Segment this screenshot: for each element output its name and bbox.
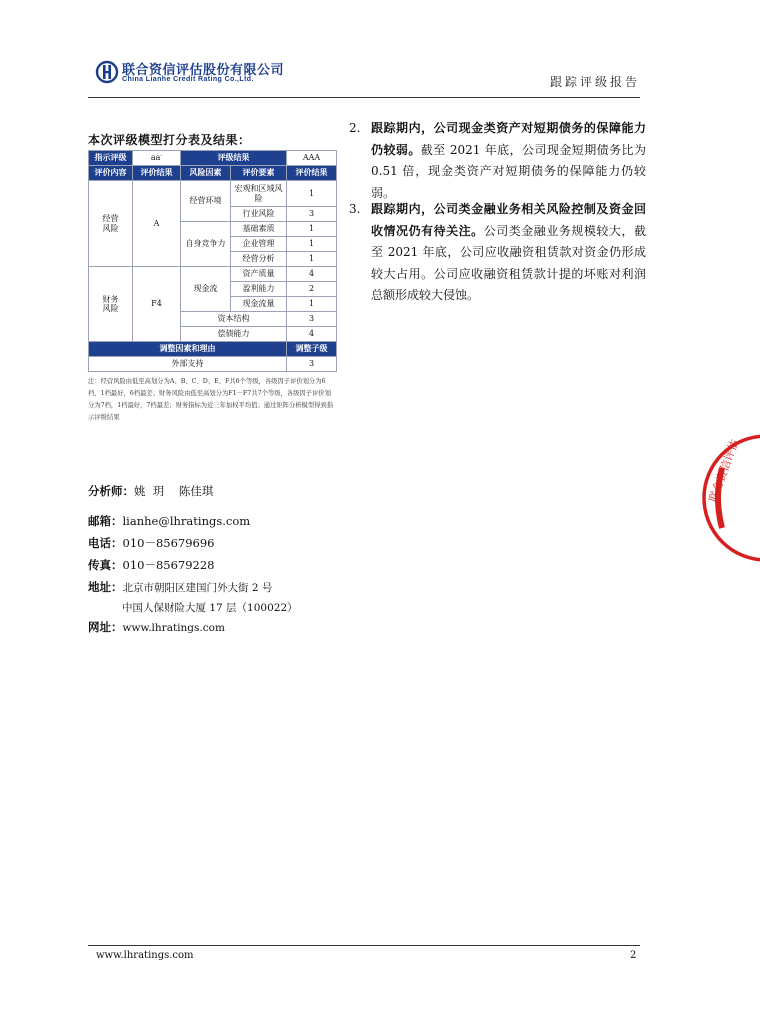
profitability: 盈利能力 bbox=[231, 282, 287, 297]
phone-label: 电话： bbox=[88, 536, 123, 550]
cash-flow-amount: 现金流量 bbox=[231, 297, 287, 312]
cash-flow-label: 现金流 bbox=[181, 267, 231, 312]
table-row bbox=[89, 267, 337, 282]
asset-quality: 资产质量 bbox=[231, 267, 287, 282]
website-line bbox=[88, 619, 225, 635]
phone-line bbox=[88, 535, 214, 551]
management: 企业管理 bbox=[231, 237, 287, 252]
table-row bbox=[89, 181, 337, 207]
list-item-heading: 跟踪期内，公司类金融业务相关风险控制及资金回收情况仍有待关注。 bbox=[371, 202, 646, 238]
list-item-text: 公司类金融业务规模较大，截至 2021 年底，公司应收融资租赁款对资金仍形成较大占用。公司应收融资租赁款计提的坏账对利润总额形成较大侵蚀。 bbox=[371, 223, 646, 303]
list-item-number: 2. bbox=[349, 121, 361, 135]
column-header: 评价结果 bbox=[133, 166, 181, 181]
asset-quality-score: 4 bbox=[287, 267, 337, 282]
website-label: 网址： bbox=[88, 620, 123, 634]
rating-result-label: 评级结果 bbox=[181, 151, 287, 166]
address-line bbox=[88, 579, 272, 595]
email-label: 邮箱： bbox=[88, 514, 123, 528]
macro-risk-score: 1 bbox=[287, 181, 337, 207]
report-type: 跟踪评级报告 bbox=[549, 75, 640, 89]
company-seal-icon bbox=[700, 408, 760, 588]
website-value[interactable]: www.lhratings.com bbox=[122, 622, 225, 634]
table-title: 本次评级模型打分表及结果： bbox=[88, 133, 251, 147]
fax-value: 010－85679228 bbox=[122, 558, 215, 572]
competitiveness-label: 自身竞争力 bbox=[181, 222, 231, 267]
table-header-row bbox=[89, 166, 337, 181]
profitability-score: 2 bbox=[287, 282, 337, 297]
svg-text:联合资信评估: 联合资信评估 bbox=[706, 437, 742, 505]
operation-analysis-score: 1 bbox=[287, 252, 337, 267]
rating-score-table bbox=[88, 150, 337, 372]
external-support-notch: 3 bbox=[287, 357, 337, 372]
capital-structure: 资本结构 bbox=[181, 312, 287, 327]
indicative-rating-value: aa- bbox=[133, 151, 181, 166]
address-value-2: 中国人保财险大厦 17 层（100022） bbox=[122, 602, 298, 614]
company-name-cn: 联合资信评估股份有限公司 bbox=[122, 63, 285, 78]
footer-url[interactable]: www.lhratings.com bbox=[96, 950, 194, 961]
operating-env-label: 经营环境 bbox=[181, 181, 231, 222]
table-row bbox=[89, 357, 337, 372]
financial-risk-result: F4 bbox=[133, 267, 181, 342]
capital-structure-score: 3 bbox=[287, 312, 337, 327]
analysts-label: 分析师： bbox=[88, 484, 134, 498]
rating-result-value: AAA bbox=[287, 151, 337, 166]
company-name-en: China Lianhe Credit Rating Co.,Ltd. bbox=[122, 76, 254, 83]
fax-line bbox=[88, 557, 214, 573]
email-line bbox=[88, 513, 250, 529]
address-label: 地址： bbox=[88, 580, 123, 594]
address-value-1: 北京市朝阳区建国门外大街 2 号 bbox=[122, 582, 273, 594]
business-risk-result: A bbox=[133, 181, 181, 267]
phone-value: 010－85679696 bbox=[122, 536, 215, 550]
column-header: 评价要素 bbox=[231, 166, 287, 181]
list-item-heading: 跟踪期内，公司现金类资产对短期债务的保障能力仍较弱。 bbox=[371, 121, 646, 157]
cash-flow-amount-score: 1 bbox=[287, 297, 337, 312]
header-divider bbox=[88, 97, 640, 98]
industry-risk-score: 3 bbox=[287, 207, 337, 222]
analysts-line bbox=[88, 483, 213, 499]
column-header: 风险因素 bbox=[181, 166, 231, 181]
analysts-names: 姚 玥 陈佳琪 bbox=[134, 484, 214, 498]
financial-risk-label: 财务 风险 bbox=[89, 267, 133, 342]
footer-divider bbox=[88, 945, 640, 946]
adjust-factor-header: 调整因素和理由 bbox=[89, 342, 287, 357]
page-number: 2 bbox=[630, 950, 637, 961]
industry-risk: 行业风险 bbox=[231, 207, 287, 222]
fax-label: 传真： bbox=[88, 558, 123, 572]
table-header-row bbox=[89, 342, 337, 357]
solvency-score: 4 bbox=[287, 327, 337, 342]
column-header: 评价结果 bbox=[287, 166, 337, 181]
list-item bbox=[349, 199, 646, 307]
email-value[interactable]: lianhe@lhratings.com bbox=[122, 514, 251, 528]
indicative-rating-label: 指示评级 bbox=[89, 151, 133, 166]
external-support: 外部支持 bbox=[89, 357, 287, 372]
table-note: 注：经营风险由低至高划分为A、B、C、D、E、F共6个等级，各级因子评价划分为6档，1档最好，6档最差；财务风险由低至高划分为F1－F7共7个等级，各级因子评价划分为7档，1档最好，7档最差；财务指标为近三年加权平均值；通过矩阵分析模型得到指示评级结果 bbox=[88, 378, 334, 421]
basic-quality-score: 1 bbox=[287, 222, 337, 237]
list-item-number: 3. bbox=[349, 202, 361, 216]
business-risk-label: 经营 风险 bbox=[89, 181, 133, 267]
management-score: 1 bbox=[287, 237, 337, 252]
company-logo-icon bbox=[96, 60, 118, 84]
adjust-notch-header: 调整子级 bbox=[287, 342, 337, 357]
basic-quality: 基础素质 bbox=[231, 222, 287, 237]
column-header: 评价内容 bbox=[89, 166, 133, 181]
list-item bbox=[349, 118, 646, 204]
list-item-text: 截至 2021 年底，公司现金短期债务比为 0.51 倍，现金类资产对短期债务的保障能力仍较弱。 bbox=[371, 142, 646, 200]
macro-risk: 宏观和区域风险 bbox=[231, 181, 287, 207]
solvency: 偿债能力 bbox=[181, 327, 287, 342]
table-row bbox=[89, 151, 337, 166]
operation-analysis: 经营分析 bbox=[231, 252, 287, 267]
